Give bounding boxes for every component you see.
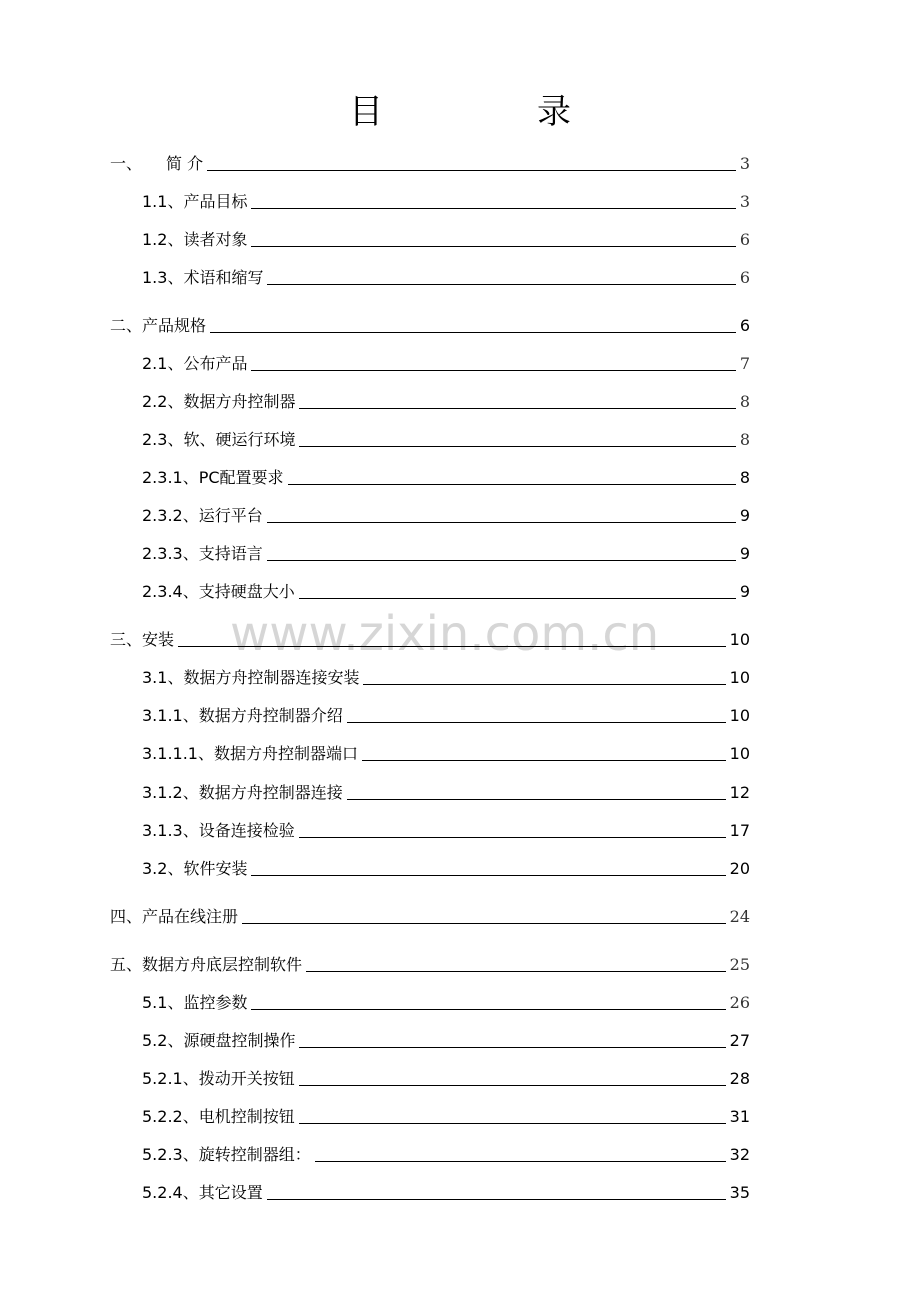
toc-page-number: 25 (729, 955, 750, 974)
toc-page-number: 26 (729, 993, 750, 1012)
toc-page-number: 6 (739, 268, 750, 287)
toc-entry[interactable] (110, 153, 750, 175)
toc-entry-label: 3.2、软件安装 (142, 859, 248, 878)
toc-page-number: 28 (729, 1069, 750, 1088)
toc-leader-line (347, 722, 726, 723)
toc-entry-label: 3.1.3、设备连接检验 (142, 821, 295, 840)
toc-entry-label: 5.2.1、拨动开关按钮 (142, 1069, 295, 1088)
toc-leader-line (267, 522, 736, 523)
toc-leader-line (299, 598, 736, 599)
toc-entry-label: 一、 简 介 (110, 154, 204, 173)
toc-entry[interactable] (142, 705, 750, 727)
toc-entry[interactable] (142, 229, 750, 251)
toc-entry-label: 2.1、公布产品 (142, 354, 248, 373)
toc-page-number: 24 (729, 907, 750, 926)
toc-title: 目 录 (349, 92, 631, 132)
toc-entry[interactable] (142, 353, 750, 375)
toc-entry-label: 5.2.3、旋转控制器组： (142, 1145, 311, 1164)
toc-entry[interactable] (142, 1068, 750, 1090)
toc-entry-label: 四、产品在线注册 (110, 907, 239, 926)
toc-entry[interactable] (142, 992, 750, 1014)
toc-leader-line (267, 560, 736, 561)
toc-entry[interactable] (110, 629, 750, 651)
toc-page-number: 10 (729, 706, 750, 725)
toc-leader-line (207, 170, 736, 171)
toc-page-number: 35 (729, 1183, 750, 1202)
toc-entry[interactable] (142, 581, 750, 603)
toc-leader-line (299, 408, 735, 409)
toc-entry-label: 2.3.4、支持硬盘大小 (142, 582, 295, 601)
toc-entry-label: 3.1、数据方舟控制器连接安装 (142, 668, 360, 687)
toc-leader-line (288, 484, 736, 485)
toc-leader-line (251, 246, 735, 247)
toc-entry-label: 2.3.1、PC配置要求 (142, 468, 284, 487)
toc-leader-line (306, 971, 726, 972)
toc-entry-label: 2.2、数据方舟控制器 (142, 392, 296, 411)
toc-leader-line (347, 799, 726, 800)
toc-page-number: 10 (729, 630, 750, 649)
toc-page-number: 7 (739, 354, 750, 373)
toc-page-number: 3 (739, 154, 750, 173)
toc-page-number: 6 (739, 230, 750, 249)
toc-entry[interactable] (142, 1106, 750, 1128)
toc-entry[interactable] (142, 267, 750, 289)
toc-page-number: 9 (739, 506, 750, 525)
toc-leader-line (178, 646, 726, 647)
toc-entry[interactable] (142, 543, 750, 565)
toc-entry-label: 5.1、监控参数 (142, 993, 248, 1012)
toc-leader-line (267, 284, 735, 285)
toc-entry-label: 5.2.4、其它设置 (142, 1183, 263, 1202)
toc-entry-label: 3.1.1.1、数据方舟控制器端口 (142, 744, 358, 763)
toc-entry[interactable] (142, 1030, 750, 1052)
toc-page-number: 27 (729, 1031, 750, 1050)
toc-entry[interactable] (142, 191, 750, 213)
toc-page-number: 9 (739, 544, 750, 563)
toc-page-number: 8 (739, 392, 750, 411)
toc-entry-label: 2.3.3、支持语言 (142, 544, 263, 563)
toc-leader-line (299, 1085, 726, 1086)
toc-page-number: 12 (729, 783, 750, 802)
toc-entry-label: 2.3.2、运行平台 (142, 506, 263, 525)
toc-entry[interactable] (142, 505, 750, 527)
toc-leader-line (299, 1123, 726, 1124)
toc-leader-line (251, 1009, 725, 1010)
toc-entry-label: 三、安装 (110, 630, 175, 649)
toc-page-number: 6 (739, 316, 750, 335)
toc-entry[interactable] (142, 743, 750, 765)
toc-entry-label: 5.2.2、电机控制按钮 (142, 1107, 295, 1126)
toc-entry[interactable] (142, 1144, 750, 1166)
toc-page-number: 10 (729, 744, 750, 763)
toc-page-number: 8 (739, 468, 750, 487)
toc-leader-line (251, 875, 725, 876)
toc-leader-line (362, 760, 726, 761)
toc-entry[interactable] (110, 954, 750, 976)
toc-page-number: 31 (729, 1107, 750, 1126)
toc-entry[interactable] (142, 858, 750, 880)
toc-entry[interactable] (142, 391, 750, 413)
toc-entry[interactable] (142, 429, 750, 451)
toc-entry[interactable] (142, 667, 750, 689)
toc-entry-label: 1.1、产品目标 (142, 192, 248, 211)
toc-entry[interactable] (142, 820, 750, 842)
toc-page-number: 32 (729, 1145, 750, 1164)
toc-leader-line (267, 1199, 726, 1200)
toc-leader-line (251, 208, 735, 209)
toc-entry[interactable] (110, 315, 750, 337)
toc-entry-label: 1.2、读者对象 (142, 230, 248, 249)
toc-entry-label: 二、产品规格 (110, 316, 207, 335)
toc-leader-line (299, 1047, 725, 1048)
toc-entry-label: 1.3、术语和缩写 (142, 268, 264, 287)
toc-page-number: 20 (729, 859, 750, 878)
toc-leader-line (251, 370, 735, 371)
toc-entry-label: 五、数据方舟底层控制软件 (110, 955, 303, 974)
watermark: www.zixin.com.cn (230, 606, 660, 662)
toc-leader-line (299, 837, 726, 838)
toc-leader-line (242, 923, 726, 924)
toc-page-number: 8 (739, 430, 750, 449)
toc-entry[interactable] (142, 782, 750, 804)
toc-entry-label: 3.1.2、数据方舟控制器连接 (142, 783, 343, 802)
toc-leader-line (299, 446, 735, 447)
toc-leader-line (210, 332, 736, 333)
toc-page-number: 10 (729, 668, 750, 687)
toc-page-number: 17 (729, 821, 750, 840)
toc-page-number: 9 (739, 582, 750, 601)
toc-entry-label: 3.1.1、数据方舟控制器介绍 (142, 706, 343, 725)
toc-entry[interactable] (142, 467, 750, 489)
toc-entry-label: 5.2、源硬盘控制操作 (142, 1031, 296, 1050)
toc-entry[interactable] (142, 1182, 750, 1204)
toc-page-number: 3 (739, 192, 750, 211)
toc-leader-line (363, 684, 725, 685)
toc-entry-label: 2.3、软、硬运行环境 (142, 430, 296, 449)
toc-leader-line (315, 1161, 726, 1162)
toc-entry[interactable] (110, 906, 750, 928)
